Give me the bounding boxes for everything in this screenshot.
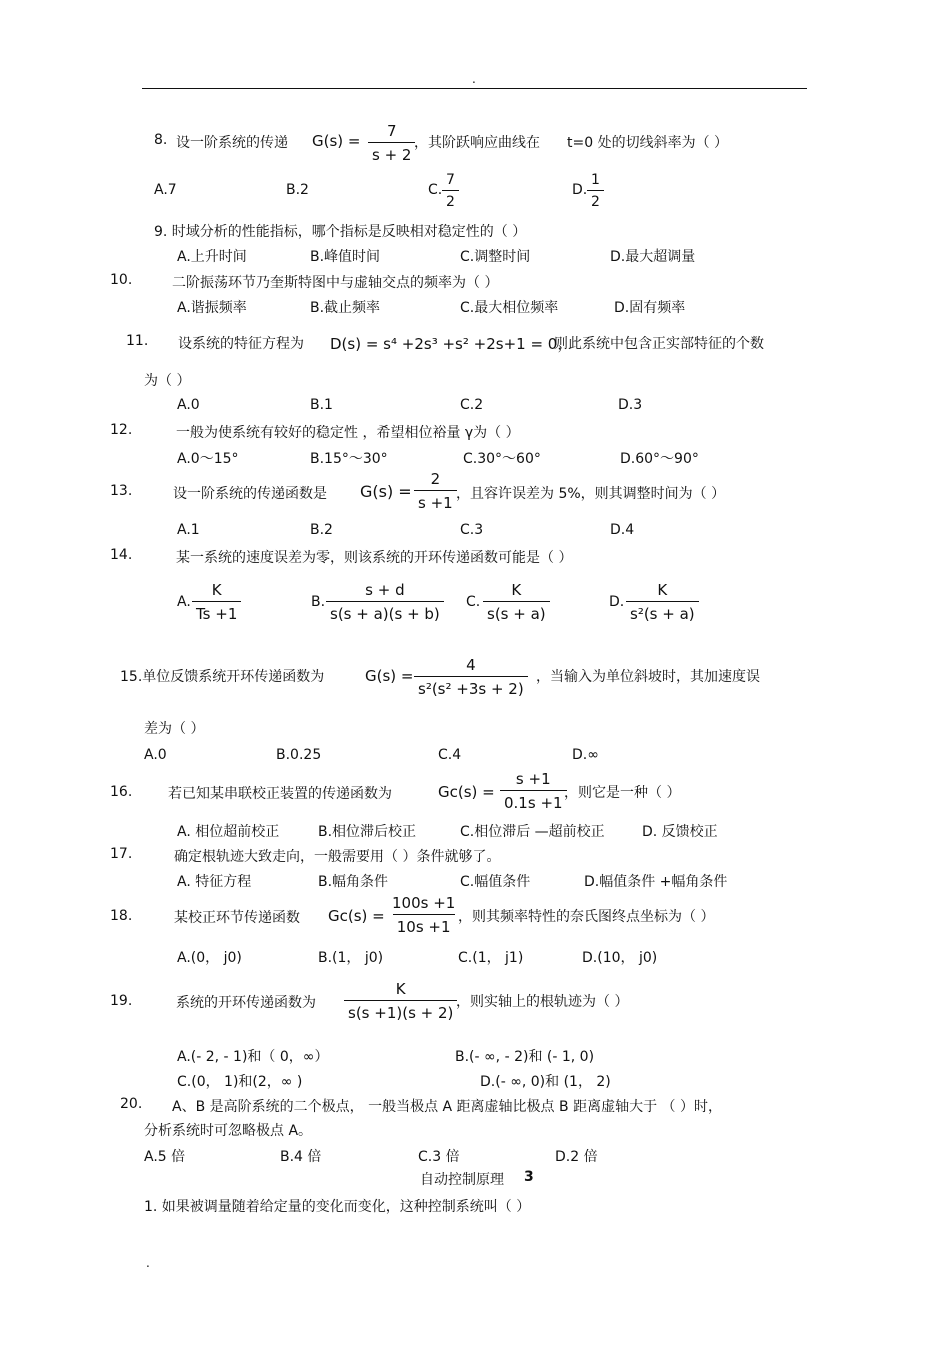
q12-option-b: B.15°～30° xyxy=(310,451,388,467)
q10-option-b: B.截止频率 xyxy=(310,300,381,316)
q17-option-b: B.幅角条件 xyxy=(318,874,389,890)
q8-d-denominator: 2 xyxy=(587,190,604,210)
q11-text-post: 则此系统中包含正实部特征的个数 xyxy=(554,336,764,352)
q15-numerator: 4 xyxy=(466,656,476,674)
q13-option-d: D.4 xyxy=(610,522,635,538)
q14-option-a-fraction xyxy=(192,581,241,623)
q17-option-a: A. 特征方程 xyxy=(177,874,252,890)
q15-option-a: A.0 xyxy=(144,747,167,763)
q10-number: 10. xyxy=(110,272,133,288)
q16-number: 16. xyxy=(110,784,133,800)
q9-option-d: D.最大超调量 xyxy=(610,249,696,265)
q11-equation: D(s) = s⁴ +2s³ +s² +2s+1 = 0， xyxy=(330,335,573,353)
q14-option-b: B. xyxy=(311,594,326,610)
q14-b-numerator: s + d xyxy=(365,581,405,599)
q14-d-denominator: s²(s + a) xyxy=(626,601,699,623)
q20-option-c: C.3 倍 xyxy=(418,1149,460,1165)
q14-text: 某一系统的速度误差为零，则该系统的开环传递函数可能是（ ） xyxy=(176,550,573,566)
q20-option-a: A.5 倍 xyxy=(144,1149,186,1165)
q15-text: 15.单位反馈系统开环传递函数为 xyxy=(120,669,325,685)
q20-number: 20. xyxy=(120,1096,143,1112)
q13-numerator: 2 xyxy=(430,470,441,488)
q11-text: 设系统的特征方程为 xyxy=(178,336,304,352)
q19-option-d: D.(- ∞, 0)和 (1， 2) xyxy=(480,1074,611,1090)
q16-text-post: ，则它是一种（ ） xyxy=(564,785,681,801)
q17-number: 17. xyxy=(110,846,133,862)
q19-option-b: B.(- ∞, - 2)和 (- 1, 0) xyxy=(455,1049,595,1065)
q9-option-b: B.峰值时间 xyxy=(310,249,381,265)
footer-dot: . xyxy=(146,1256,150,1270)
q11-option-a: A.0 xyxy=(177,397,200,413)
q16-option-d: D. 反馈校正 xyxy=(642,824,718,840)
q16-fraction xyxy=(500,770,567,812)
header-rule xyxy=(142,88,807,89)
q20-text-cont: 分析系统时可忽略极点 A。 xyxy=(144,1123,313,1139)
q8-option-b: B.2 xyxy=(286,182,309,198)
q13-denominator: s +1 xyxy=(414,490,457,512)
q14-c-denominator: s(s + a) xyxy=(483,601,550,623)
q16-denominator: 0.1s +1 xyxy=(500,790,567,812)
q9-option-c: C.调整时间 xyxy=(460,249,531,265)
q8-option-d: D. xyxy=(572,182,588,198)
q18-option-b: B.(1， j0) xyxy=(318,950,384,966)
q19-text: 系统的开环传递函数为 xyxy=(176,995,316,1011)
q8-text: 设一阶系统的传递 xyxy=(176,135,288,151)
q13-fn: G(s) = xyxy=(360,482,412,501)
q8-option-c: C. xyxy=(428,182,443,198)
q18-numerator: 100s +1 xyxy=(392,894,456,912)
q14-option-d-fraction xyxy=(626,581,699,623)
q13-fraction xyxy=(414,470,457,512)
q19-text-post: ，则实轴上的根轨迹为（ ） xyxy=(456,994,629,1010)
q12-option-a: A.0～15° xyxy=(177,451,239,467)
q8-option-a: A.7 xyxy=(154,182,177,198)
q11-option-c: C.2 xyxy=(460,397,484,413)
q8-fn: G(s) = xyxy=(312,132,361,150)
q14-a-numerator: K xyxy=(211,581,222,599)
q18-option-a: A.(0， j0) xyxy=(177,950,242,966)
q13-text: 设一阶系统的传递函数是 xyxy=(173,486,327,502)
q9-text: 9. 时域分析的性能指标，哪个指标是反映相对稳定性的（ ） xyxy=(154,224,527,240)
q13-text-post: ，且容许误差为 5%，则其调整时间为（ ） xyxy=(456,486,726,502)
q19-denominator: s(s +1)(s + 2) xyxy=(344,1000,457,1022)
q16-option-b: B.相位滞后校正 xyxy=(318,824,417,840)
q14-number: 14. xyxy=(110,547,133,563)
q20-option-d: D.2 倍 xyxy=(555,1149,598,1165)
q16-fn: Gc(s) = xyxy=(438,783,495,801)
q10-option-a: A.谐振频率 xyxy=(177,300,247,316)
q14-option-b-fraction xyxy=(326,581,444,623)
q18-text: 某校正环节传递函数 xyxy=(174,910,300,926)
q18-denominator: 10s +1 xyxy=(393,914,455,936)
q8-numerator: 7 xyxy=(386,122,397,140)
q11-option-b: B.1 xyxy=(310,397,333,413)
q19-option-c: C.(0， 1)和(2，∞ ) xyxy=(177,1074,303,1090)
q14-d-numerator: K xyxy=(657,581,668,599)
q1-text: 1. 如果被调量随着给定量的变化而变化，这种控制系统叫（ ） xyxy=(144,1199,531,1215)
q8-text-post2: t=0 处的切线斜率为（ ） xyxy=(567,135,729,151)
q10-option-d: D.固有频率 xyxy=(614,300,686,316)
q11-option-d: D.3 xyxy=(618,397,643,413)
q14-c-numerator: K xyxy=(511,581,522,599)
q15-fn: G(s) = xyxy=(365,667,414,685)
q19-fraction xyxy=(344,980,457,1022)
header-dot: . xyxy=(472,72,476,86)
q18-option-d: D.(10， j0) xyxy=(582,950,658,966)
q11-number: 11. xyxy=(126,333,149,349)
q15-text-cont: 差为（ ） xyxy=(144,721,205,737)
q8-text-post1: ，其阶跃响应曲线在 xyxy=(414,135,540,151)
q14-option-c: C. xyxy=(466,594,481,610)
q12-option-d: D.60°～90° xyxy=(620,451,699,467)
q19-option-a: A.(- 2, - 1)和（ 0，∞） xyxy=(177,1049,329,1065)
q17-option-c: C.幅值条件 xyxy=(460,874,531,890)
q14-option-d: D. xyxy=(609,594,625,610)
q14-b-denominator: s(s + a)(s + b) xyxy=(326,601,444,623)
q16-option-c: C.相位滞后 —超前校正 xyxy=(460,824,605,840)
q10-text: 二阶振荡环节乃奎斯特图中与虚轴交点的频率为（ ） xyxy=(172,275,499,291)
q17-text: 确定根轨迹大致走向，一般需要用（ ）条件就够了。 xyxy=(174,849,501,865)
q18-fn: Gc(s) = xyxy=(328,907,385,925)
q11-text-cont: 为（ ） xyxy=(144,373,191,389)
q8-option-d-fraction xyxy=(587,172,604,210)
q8-denominator: s + 2 xyxy=(368,142,415,164)
q8-c-numerator: 7 xyxy=(446,172,455,188)
q13-option-b: B.2 xyxy=(310,522,333,538)
q19-number: 19. xyxy=(110,993,133,1009)
q16-option-a: A. 相位超前校正 xyxy=(177,824,280,840)
q12-option-c: C.30°～60° xyxy=(463,451,541,467)
section-number: 3 xyxy=(524,1169,534,1185)
q8-number: 8. xyxy=(154,132,168,148)
q13-number: 13. xyxy=(110,483,133,499)
q12-number: 12. xyxy=(110,422,133,438)
q20-text: A、B 是高阶系统的二个极点， 一般当极点 A 距离虚轴比极点 B 距离虚轴大于 （ ）时， xyxy=(172,1099,722,1115)
q15-option-b: B.0.25 xyxy=(276,747,322,763)
q13-option-a: A.1 xyxy=(177,522,200,538)
q8-d-numerator: 1 xyxy=(591,172,600,188)
q16-text: 若已知某串联校正装置的传递函数为 xyxy=(168,786,392,802)
q19-numerator: K xyxy=(395,980,406,998)
q15-option-c: C.4 xyxy=(438,747,462,763)
q14-option-a: A. xyxy=(177,594,191,610)
q18-number: 18. xyxy=(110,908,133,924)
q9-option-a: A.上升时间 xyxy=(177,249,247,265)
q8-option-c-fraction xyxy=(442,172,459,210)
q10-option-c: C.最大相位频率 xyxy=(460,300,559,316)
q18-option-c: C.(1， j1) xyxy=(458,950,524,966)
q8-fraction xyxy=(368,122,415,164)
q17-option-d: D.幅值条件 +幅角条件 xyxy=(584,874,728,890)
q20-option-b: B.4 倍 xyxy=(280,1149,322,1165)
q15-option-d: D.∞ xyxy=(572,747,599,763)
section-title: 自动控制原理 xyxy=(420,1172,504,1188)
q15-fraction xyxy=(414,656,528,698)
q15-text-post: ，当输入为单位斜坡时，其加速度误 xyxy=(536,669,760,685)
q12-text: 一般为使系统有较好的稳定性 ，希望相位裕量 γ为（ ） xyxy=(176,425,520,441)
q14-option-c-fraction xyxy=(483,581,550,623)
q14-a-denominator: Ts +1 xyxy=(192,601,241,623)
q8-c-denominator: 2 xyxy=(442,190,459,210)
q18-fraction xyxy=(388,894,459,936)
q16-numerator: s +1 xyxy=(515,770,551,788)
q18-text-post: ，则其频率特性的奈氏图终点坐标为（ ） xyxy=(458,909,715,925)
q15-denominator: s²(s² +3s + 2) xyxy=(414,676,528,698)
q13-option-c: C.3 xyxy=(460,522,484,538)
